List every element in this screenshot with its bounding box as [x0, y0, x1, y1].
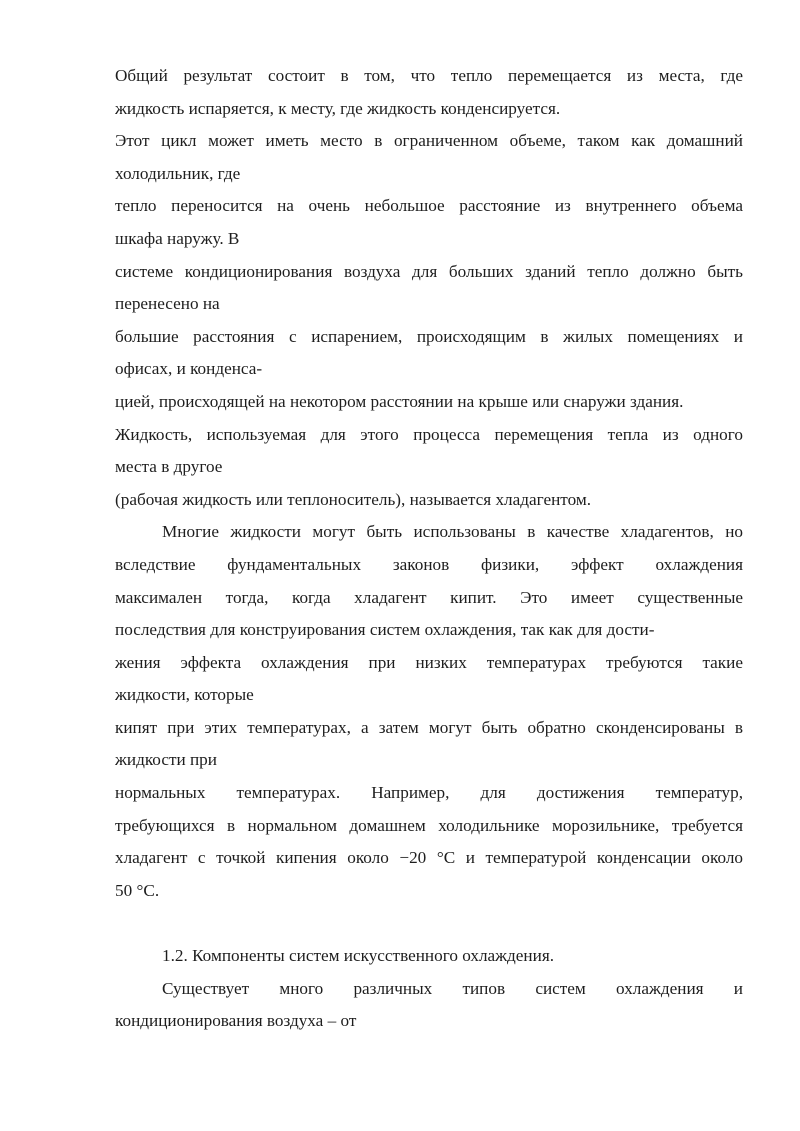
text-line: жидкость испаряется, к месту, где жидкость конденсируется. — [115, 98, 561, 118]
text-line: Этот цикл может иметь место в ограниченном объеме, таком как домашний — [115, 131, 743, 151]
paragraph-spacer — [115, 907, 743, 940]
text-line: максимален тогда, когда хладагент кипит. Это имеет существенные — [115, 587, 743, 607]
text-line: тепло переносится на очень небольшое расстояние из внутреннего объема — [115, 196, 743, 216]
document-text — [115, 60, 743, 1038]
text-line: последствия для конструирования систем охлаждения, так как для дости- — [115, 620, 655, 640]
text-line: холодильник, где — [115, 163, 241, 183]
text-line: цией, происходящей на некотором расстоянии на крыше или снаружи здания. — [115, 391, 684, 411]
text-line: жения эффекта охлаждения при низких температурах требуются такие — [115, 652, 743, 672]
section-heading: 1.2. Компоненты систем искусственного охлаждения. — [162, 946, 555, 966]
text-line: требующихся в нормальном домашнем холодильнике морозильнике, требуется — [115, 815, 743, 835]
text-line: Жидкость, используемая для этого процесса перемещения тепла из одного — [115, 424, 743, 444]
text-line: нормальных температурах. Например, для достижения температур, — [115, 783, 743, 803]
text-line: Общий результат состоит в том, что тепло перемещается из места, где — [115, 66, 743, 85]
text-line: жидкости при — [115, 750, 217, 770]
text-line: перенесено на — [115, 294, 220, 314]
text-line: офисах, и конденса- — [115, 359, 263, 379]
text-line: хладагент с точкой кипения около −20 °C и температурой конденсации около — [115, 848, 743, 868]
text-line: кипят при этих температурах, а затем могут быть обратно сконденсированы в — [115, 717, 743, 737]
text-line: вследствие фундаментальных законов физики, эффект охлаждения — [115, 554, 743, 574]
text-line: (рабочая жидкость или теплоноситель), называется хладагентом. — [115, 489, 592, 509]
text-line: шкафа наружу. В — [115, 228, 240, 248]
text-line: жидкости, которые — [115, 685, 254, 705]
paragraph-first-line: Существует много различных типов систем охлаждения и — [162, 978, 743, 998]
text-line: большие расстояния с испарением, происходящим в жилых помещениях и — [115, 326, 743, 346]
text-line: кондиционирования воздуха – от — [115, 1011, 357, 1031]
paragraph-first-line: Многие жидкости могут быть использованы в качестве хладагентов, но — [162, 522, 743, 542]
text-line: системе кондиционирования воздуха для больших зданий тепло должно быть — [115, 261, 743, 281]
text-line: 50 °C. — [115, 880, 160, 900]
text-line: места в другое — [115, 457, 223, 477]
